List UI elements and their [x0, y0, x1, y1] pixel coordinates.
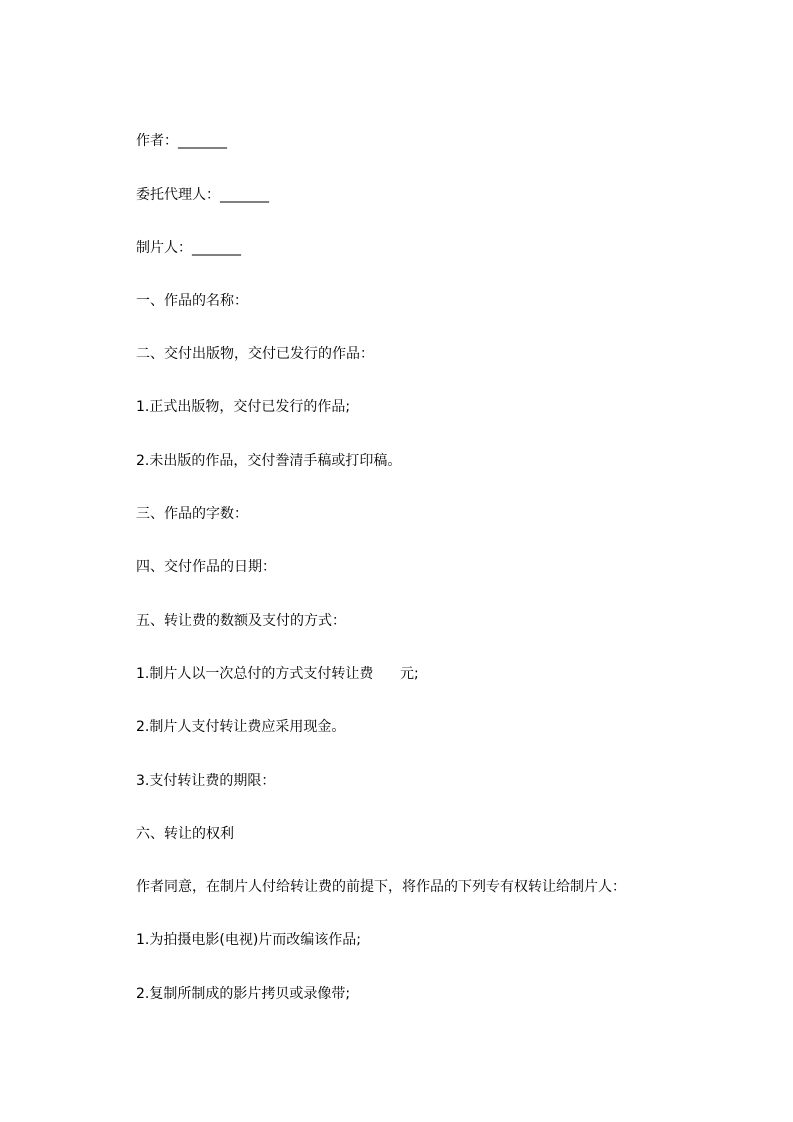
section-5-item-3: 3.支付转让费的期限：	[136, 773, 276, 789]
section-6-item-2: 2.复制所制成的影片拷贝或录像带;	[136, 986, 351, 1002]
section-5-heading: 五、转让费的数额及支付的方式：	[136, 613, 346, 629]
producer-line: 制片人：_______	[136, 240, 241, 256]
section-6-heading: 六、转让的权利	[136, 826, 234, 842]
section-6-item-1: 1.为拍摄电影(电视)片而改编该作品;	[136, 932, 361, 948]
section-2-item-1: 1.正式出版物，交付已发行的作品;	[136, 399, 351, 415]
section-1-heading: 一、作品的名称：	[136, 293, 248, 309]
section-2-heading: 二、交付出版物，交付已发行的作品：	[136, 346, 374, 362]
section-5-item-1: 1.制片人以一次总付的方式支付转让费 元;	[136, 666, 419, 682]
section-3-heading: 三、作品的字数：	[136, 506, 248, 522]
agent-line: 委托代理人：_______	[136, 187, 269, 203]
section-4-heading: 四、交付作品的日期：	[136, 559, 276, 575]
author-line: 作者：_______	[136, 133, 227, 149]
section-6-intro: 作者同意，在制片人付给转让费的前提下，将作品的下列专有权转让给制片人：	[136, 879, 626, 895]
section-2-item-2: 2.未出版的作品，交付誊清手稿或打印稿。	[136, 453, 402, 469]
section-5-item-2: 2.制片人支付转让费应采用现金。	[136, 719, 346, 735]
